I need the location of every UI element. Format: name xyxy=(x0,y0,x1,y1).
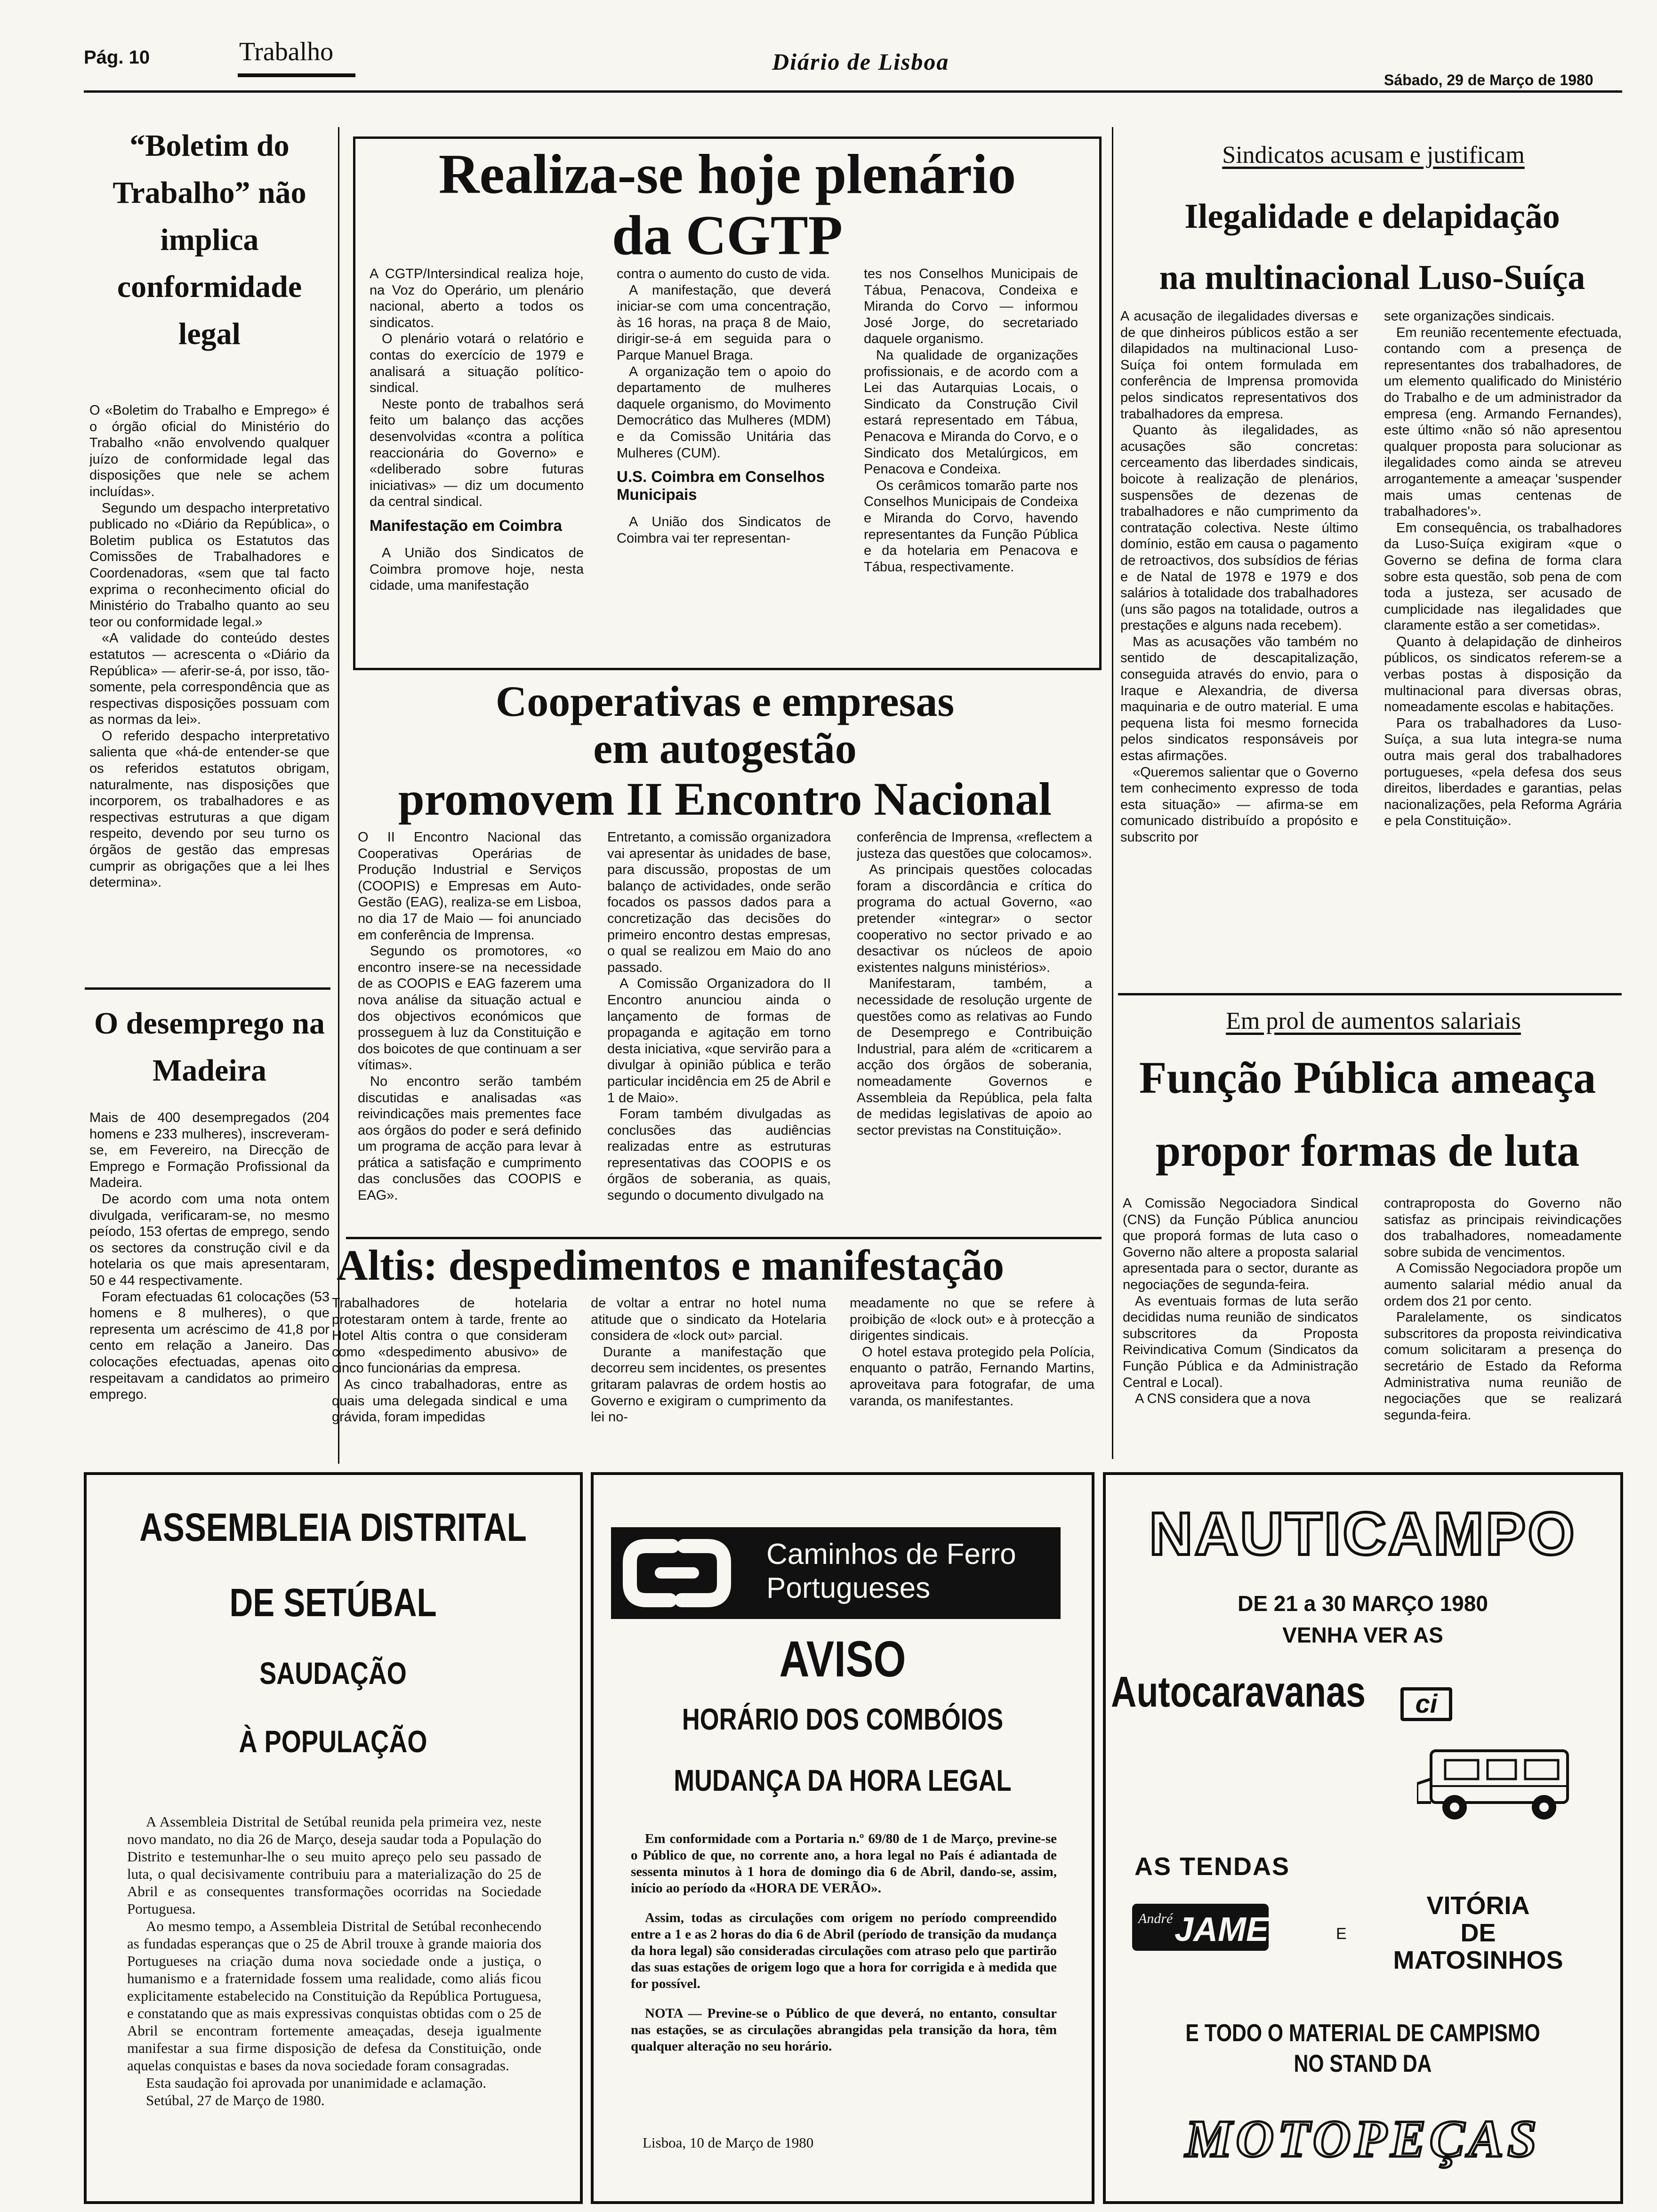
funcao-col2 xyxy=(1384,1195,1622,1459)
nauticampo-tendas: AS TENDAS xyxy=(1134,1852,1290,1881)
madeira-headline: O desemprego na Madeira xyxy=(94,1006,325,1088)
paragraph: Em consequência, os trabalhadores da Luso-Suíça exigiram «que o Governo se defina de forma clara sobre esta questão, sob pena de com toda a justeza, ser acusado de cumplicidade nas ilegalidades que claramente estão a ser cometidas». xyxy=(1384,520,1622,633)
nauticampo-logo: NAUTICAMPO xyxy=(1149,1500,1577,1568)
setubal-title-3: SAUDAÇÃO xyxy=(259,1656,407,1691)
paragraph: O «Boletim do Trabalho e Emprego» é o órgão oficial do Ministério do Trabalho «não envolvendo qualquer juízo de conformidade legal das disposições que nele se achem incluídas». xyxy=(89,403,330,499)
paragraph: «Queremos salientar que o Governo tem conhecimento expresso de toda esta situação» — afirma-se em comunicado distribuído a propósito e subscrito por xyxy=(1120,764,1358,845)
nauticampo-visit: VENHA VER AS xyxy=(1282,1623,1443,1647)
cp-brand-1: Caminhos de Ferro xyxy=(766,1538,1016,1571)
sindicatos-headline-2: na multinacional Luso-Suíça xyxy=(1159,258,1585,297)
jamet-andre: André xyxy=(1138,1911,1173,1926)
sindicatos-col1 xyxy=(1120,308,1358,967)
material-1: E TODO O MATERIAL DE CAMPISMO xyxy=(1185,2020,1540,2047)
paragraph: Em conformidade com a Portaria n.º 69/80 de 1 de Março, previne-se o Público de que, no corrente ano, a hora legal no País é adiantada de sessenta minutos à 1 hora de domingo dia 6 de Abril, dando-se, assim, início ao período da «HORA DE VERÃO». xyxy=(631,1831,1057,1896)
paragraph: Esta saudação foi aprovada por unanimidade e aclamação. xyxy=(146,2075,486,2091)
funcao-kicker: Em prol de aumentos salariais xyxy=(1226,1008,1521,1034)
paragraph: A Comissão Negociadora propõe um aumento salarial médio anual da ordem dos 21 por cento. xyxy=(1384,1261,1622,1309)
altis-col1 xyxy=(332,1295,567,1465)
paragraph: A Comissão Organizadora do II Encontro anunciou ainda o lançamento de formas de propaganda e agitação em torno desta iniciativa, «que servirão para a divulgar à opinião pública e terão particular incidência em 25 de Abril e 1 de Maio». xyxy=(607,976,831,1106)
paragraph: Foram efectuadas 61 colocações (53 homens e 8 mulheres), o que representa um acréscimo de 41,8 por cento em relação a Janeiro. Das colocações efectuadas, apenas oito respeitavam a candidatos ao primeiro emprego. xyxy=(89,1289,330,1403)
paragraph: O plenário votará o relatório e contas do exercício de 1979 e analisará a situação político-sindical. xyxy=(370,331,584,396)
paragraph: Manifestaram, também, a necessidade de resolução urgente de questões como as relativas ao Fundo de Desemprego e Contribuição Industrial, para além de «criticarem a acção dos órgãos de soberania, nomeadamente Governos e Assembleia da República, pela falta de medidas legislativas de apoio ao sector previstas na Constituição». xyxy=(857,976,1092,1138)
setubal-title-1: ASSEMBLEIA DISTRITAL xyxy=(139,1505,527,1549)
divider-boletim xyxy=(85,987,330,990)
cgtp-headline: Realiza-se hoje plenário da CGTP xyxy=(438,143,1016,266)
paragraph: Na qualidade de organizações profissionais, e de acordo com a Lei das Autarquias Locais, o Sindicato da Construção Civil estará representado em Tábua, Penacova e Miranda do Corvo, e o Sindicato dos Metalúrgicos, em Penacova e Condeixa. xyxy=(864,347,1078,477)
paragraph: contraproposta do Governo não satisfaz as principais reivindicações dos trabalhadores, nomeadamente sobre subida de vencimentos. xyxy=(1384,1196,1622,1260)
paragraph: tes nos Conselhos Municipais de Tábua, Penacova, Condeixa e Miranda do Corvo — informou José Jorge, do secretariado daquele organismo. xyxy=(864,266,1078,347)
paragraph: As eventuais formas de luta serão decididas numa reunião de sindicatos subscritores da Proposta Reivindicativa Comum (Sindicatos da Função Pública e da Administração Central e Local). xyxy=(1123,1293,1358,1390)
paragraph: A União dos Sindicatos de Coimbra vai ter representan- xyxy=(617,514,831,546)
motopecas-logo: MOTOPEÇAS xyxy=(1185,2110,1541,2168)
coop-col2 xyxy=(607,829,831,1232)
setubal-title-2: DE SETÚBAL xyxy=(229,1580,437,1625)
paragraph: Quanto às ilegalidades, as acusações são concretas: cerceamento das liberdades sindicais, boicote à realização de plenários, suspensões de dezenas de trabalhadores e não cumprimento da contratação colectiva. Neste último domínio, estão em causa o pagamento de retroactivos, dos subsídios de férias e de Natal de 1978 e 1979 e dos salários à totalidade dos trabalhadores (uns são pagos na totalidade, outros a prestações e alguns nada recebem). xyxy=(1120,423,1358,633)
paragraph: NOTA — Previne-se o Público de que deverá, no entanto, consultar nas estações, se as circulações abrangidas pela transição da hora, têm qualquer alteração no seu horário. xyxy=(631,2006,1057,2054)
paragraph: A União dos Sindicatos de Coimbra promove hoje, nesta cidade, uma manifestação xyxy=(370,545,584,593)
sindicatos-kicker: Sindicatos acusam e justificam xyxy=(1222,142,1525,168)
cp-brand-2: Portugueses xyxy=(766,1572,931,1604)
sindicatos-col2 xyxy=(1384,308,1622,967)
motorhome-icon xyxy=(1417,1737,1586,1831)
cgtp-col3 xyxy=(864,266,1078,657)
ci-logo-text: ci xyxy=(1415,1689,1438,1718)
paragraph: Mas as acusações vão também no sentido de descapitalização, conseguida através do envio, para o Iraque e Alexandria, de diversa maquinaria e de outro material. E uma pequena lista foi mesmo fornecida pelos sindicatos responsáveis por estas afirmações. xyxy=(1120,634,1358,764)
paragraph: A organização tem o apoio do departamento de mulheres daquele organismo, do Movimento Democrático das Mulheres (MDM) e da Comissão Unitária das Mulheres (CUM). xyxy=(617,364,831,461)
paragraph: A CGTP/Intersindical realiza hoje, na Voz do Operário, um plenário nacional, aberto a todos os sindicatos. xyxy=(370,266,584,330)
paragraph: contra o aumento do custo de vida. xyxy=(617,266,830,281)
paragraph: Entretanto, a comissão organizadora vai apresentar às unidades de base, para discussão, propostas de um balanço de actividades, onde serão focados os passos dados para a concretização das decisões do primeiro encontro destas empresas, o qual se realizou em Maio do ano passado. xyxy=(607,830,831,975)
cp-body xyxy=(631,1831,1057,2132)
paragraph: meadamente no que se refere à proibição de «lock out» e à protecção a dirigentes sindicais. xyxy=(850,1296,1094,1344)
paragraph: Setúbal, 27 de Março de 1980. xyxy=(146,2092,325,2108)
material-2: NO STAND DA xyxy=(1294,2050,1432,2077)
divider-funcao xyxy=(1118,993,1622,995)
boletim-body xyxy=(89,402,330,972)
paragraph: Paralelamente, os sindicatos subscritores da proposta reivindicativa comum solicitaram a presença do secretário de Estado da Reforma Administrativa numa reunião de negociações que se realizará segunda-feira. xyxy=(1384,1310,1622,1423)
paragraph: No encontro serão também discutidas e analisadas «as reivindicações mais prementes face aos órgãos do poder e será definido um programa de acção para levar à prática a satisfação e cumprimento das conclusões das COOPIS e EAG». xyxy=(358,1074,581,1203)
coop-headline-3: promovem II Encontro Nacional xyxy=(398,773,1052,825)
paragraph: Em reunião recentemente efectuada, contando com a presença de representantes dos trabalhadores, de um elemento qualificado do Ministério do Trabalho e de um administrador da empresa (eng. Armando Fernandes), este último «não só não apresentou qualquer proposta para solucionar as ilegalidades como ainda se atreveu arrogantemente a ameaçar 'suspender mais umas centenas de trabalhadores'». xyxy=(1384,325,1622,520)
cgtp-col1 xyxy=(370,266,584,657)
altis-col3 xyxy=(850,1295,1094,1465)
sindicatos-headline-1: Ilegalidade e delapidação xyxy=(1184,197,1560,236)
subheading: Manifestação em Coimbra xyxy=(370,516,562,534)
paragraph: Segundo os promotores, «o encontro insere-se na necessidade de as COOPIS e EAG fazerem uma nova análise da situação actual e dos objectivos económicos que prosseguem à luz da Constituição e dos boicotes de que continuam a ser vítimas». xyxy=(358,944,581,1073)
section-underline xyxy=(238,73,355,77)
paragraph: O hotel estava protegido pela Polícia, enquanto o patrão, Fernando Martins, aproveitava para fotografar, de uma varanda, os manifestantes. xyxy=(850,1344,1094,1409)
paragraph: Assim, todas as circulações com origem no período compreendido entre a 1 e as 2 horas do dia 6 de Abril (período de transição da mudança da hora legal) são consideradas circulações com atraso pelo que partirão das suas estações de origem logo que a hora for corrigida e à medida que for possível. xyxy=(631,1910,1057,1991)
madeira-body xyxy=(89,1110,330,1449)
vitoria-1: VITÓRIA xyxy=(1426,1891,1530,1920)
coop-col3 xyxy=(857,829,1092,1232)
paragraph: A Assembleia Distrital de Setúbal reunida pela primeira vez, neste novo mandato, no dia 26 de Março, deseja saudar toda a População do Distrito e testemunhar-lhe o seu muito apreço pelo seu passado de luta, o qual decisivamente contribuiu para a materialização do 25 de Abril e as consequentes transformações ocorridas na Sociedade Portuguesa. xyxy=(127,1813,541,1917)
paragraph: A CNS considera que a nova xyxy=(1135,1391,1311,1407)
ad-nauticampo-box xyxy=(1103,1472,1623,2204)
paragraph: de voltar a entrar no hotel numa atitude que o sindicato da Hotelaria considera de «lock out» parcial. xyxy=(591,1296,826,1344)
cp-title-mudanca: MUDANÇA DA HORA LEGAL xyxy=(674,1763,1012,1797)
funcao-headline-1: Função Pública ameaça xyxy=(1139,1052,1596,1103)
setubal-body xyxy=(127,1813,541,2152)
cgtp-col2 xyxy=(617,266,831,657)
paragraph: Foram também divulgadas as conclusões das audiências realizadas entre as estruturas representativas das COOPIS e os órgãos de soberania, as quais, segundo o documento divulgado na xyxy=(607,1106,831,1203)
nauticampo-e: E xyxy=(1336,1925,1347,1943)
nauticampo-autocaravanas: Autocaravanas xyxy=(1111,1668,1366,1716)
funcao-col1 xyxy=(1123,1195,1358,1459)
coop-headline-2: em autogestão xyxy=(593,724,857,772)
cp-signature: Lisboa, 10 de Março de 1980 xyxy=(643,2134,814,2151)
vitoria-3: MATOSINHOS xyxy=(1393,1946,1563,1974)
paragraph: Durante a manifestação que decorreu sem incidentes, os presentes gritaram palavras de ordem hostis ao Governo e exigiram o cumprimento da lei no- xyxy=(591,1344,826,1425)
paragraph: Trabalhadores de hotelaria protestaram ontem à tarde, frente ao Hotel Altis contra o que consideram como «despedimento abusivo» de cinco funcionárias da empresa. xyxy=(332,1296,567,1376)
cp-title-horario: HORÁRIO DOS COMBÓIOS xyxy=(682,1702,1004,1736)
nauticampo-dates: DE 21 a 30 MARÇO 1980 xyxy=(1238,1591,1488,1616)
ci-logo xyxy=(1400,1687,1452,1721)
issue-date: Sábado, 29 de Março de 1980 xyxy=(1384,72,1593,88)
altis-col2 xyxy=(591,1295,826,1465)
paragraph: conferência de Imprensa, «reflectem a justeza das questões que colocamos». xyxy=(857,830,1092,861)
paragraph: O referido despacho interpretativo salienta que «há-de entender-se que os referidos estatutos obrigam, naturalmente, nas disposições que incorporem, os trabalhadores e as respectivas estruturas a que digam respeito, devendo por seu turno os órgãos de gestão das empresas cumprir as obrigações que a lei lhes determina». xyxy=(89,728,330,890)
jamet-name: JAMET xyxy=(1174,1911,1290,1948)
paragraph: Segundo um despacho interpretativo publicado no «Diário da República», o Boletim publica os Estatutos das Comissões de Trabalhadores e Coordenadoras, «sem que tal facto exprima o reconhecimento oficial do Ministério do Trabalho quanto ao seu teor ou conformidade legal.» xyxy=(89,500,330,630)
masthead-rule xyxy=(84,90,1622,93)
newspaper-name: Diário de Lisboa xyxy=(772,48,949,75)
paragraph: A manifestação, que deverá iniciar-se com uma concentração, às 16 horas, na praça 8 de Maio, dirigir-se-á em seguida para o Parque Manuel Braga. xyxy=(617,282,831,363)
coop-headline-1: Cooperativas e empresas xyxy=(495,677,955,725)
coop-col1 xyxy=(358,829,581,1232)
paragraph: As principais questões colocadas foram a discordância e crítica do programa do actual Governo, «ao pretender «integrar» o sector cooperativo no sector privado e ao desactivar os núcleos de apoio existentes nalguns ministérios». xyxy=(857,862,1092,975)
paragraph: «A validade do conteúdo destes estatutos — acrescenta o «Diário da República» — aferir-se-á, por isso, tão-somente, pela correspondência que as respectivas disposições possuam com as normas da lei». xyxy=(89,631,330,728)
paragraph: A Comissão Negociadora Sindical (CNS) da Função Pública anunciou que proporá formas de luta caso o Governo não altere a proposta salarial apresentada para o sector, durante as negociações de segunda-feira. xyxy=(1123,1196,1358,1292)
cp-logo-icon xyxy=(620,1534,733,1612)
cp-title-aviso: AVISO xyxy=(779,1630,906,1687)
paragraph: De acordo com uma nota ontem divulgada, verificaram-se, no mesmo peíodo, 153 ofertas de emprego, sendo os sectores da construção civil e da hotelaria os que mais apresentaram, 50 e 44 respectivamente. xyxy=(89,1191,330,1288)
altis-headline: Altis: despedimentos e manifestação xyxy=(337,1241,1005,1289)
boletim-headline: “Boletim do Trabalho” não implica conformidade legal xyxy=(113,128,306,351)
paragraph: Neste ponto de trabalhos será feito um balanço das acções desenvolvidas «contra a política reaccionária do Governo» e «deliberado sobre futuras iniciativas» — diz um documento da central sindical. xyxy=(370,396,584,510)
page-number: Pág. 10 xyxy=(84,47,150,68)
paragraph: As cinco trabalhadoras, entre as quais uma delegada sindical e uma grávida, foram impedidas xyxy=(332,1377,567,1425)
paragraph: A acusação de ilegalidades diversas e de que dinheiros públicos estão a ser dilapidados na multinacional Luso-Suíça foi ontem formulada em conferência de Imprensa promovida pelos sindicatos representativos dos trabalhadores da empresa. xyxy=(1120,309,1358,422)
section-title: Trabalho xyxy=(239,37,334,66)
paragraph: Os cerâmicos tomarão parte nos Conselhos Municipais de Condeixa e Miranda do Corvo, havendo representantes da Função Pública e da hotelaria em Penacova e Tábua, respectivamente. xyxy=(864,478,1078,575)
paragraph: Mais de 400 desempregados (204 homens e 233 mulheres), inscreveram-se, em Fevereiro, na Direcção de Emprego e Formação Profissional da Madeira. xyxy=(89,1110,330,1191)
subheading: U.S. Coimbra em Conselhos Municipais xyxy=(617,468,825,504)
funcao-headline-2: propor formas de luta xyxy=(1155,1125,1580,1176)
vitoria-2: DE xyxy=(1460,1919,1496,1947)
setubal-title-4: À POPULAÇÃO xyxy=(239,1724,427,1759)
paragraph: Ao mesmo tempo, a Assembleia Distrital de Setúbal reconhecendo as fundadas esperanças que o 25 de Abril trouxe à grande maioria dos Portugueses na criação duma nova sociedade onde a justiça, o humanismo e a fraternidade fossem uma realidade, como aliás ficou explicitamente estabelecido na Constituição da República Portuguesa, e constatando que as mais expressivas conquistas obtidas com o 25 de Abril se encontram fortemente ameaçadas, deseja igualmente manifestar a sua firme disposição de defesa da Constituição, onde aquelas conquistas e bases da nova sociedade foram consagradas. xyxy=(127,1918,541,2074)
paragraph: O II Encontro Nacional das Cooperativas Operárias de Produção Industrial e Serviços (COOPIS) e Empresas em Auto-Gestão (EAG), realiza-se em Lisboa, no dia 17 de Maio — foi anunciado em conferência de Imprensa. xyxy=(358,830,581,943)
paragraph: sete organizações sindicais. xyxy=(1384,309,1555,324)
paragraph: Quanto à delapidação de dinheiros públicos, os sindicatos referem-se a verbas postas à disposição da multinacional para diversas obras, nomeadamente escolas e habitações. xyxy=(1384,634,1622,715)
divider-altis xyxy=(346,1237,1102,1239)
paragraph: Para os trabalhadores da Luso-Suíça, a sua luta integra-se numa outra mais geral dos trabalhadores portugueses, «pela defesa dos seus direitos, liberdades e garantias, pelas nacionalizações, pela Reforma Agrária e pela Constituição». xyxy=(1384,715,1622,829)
